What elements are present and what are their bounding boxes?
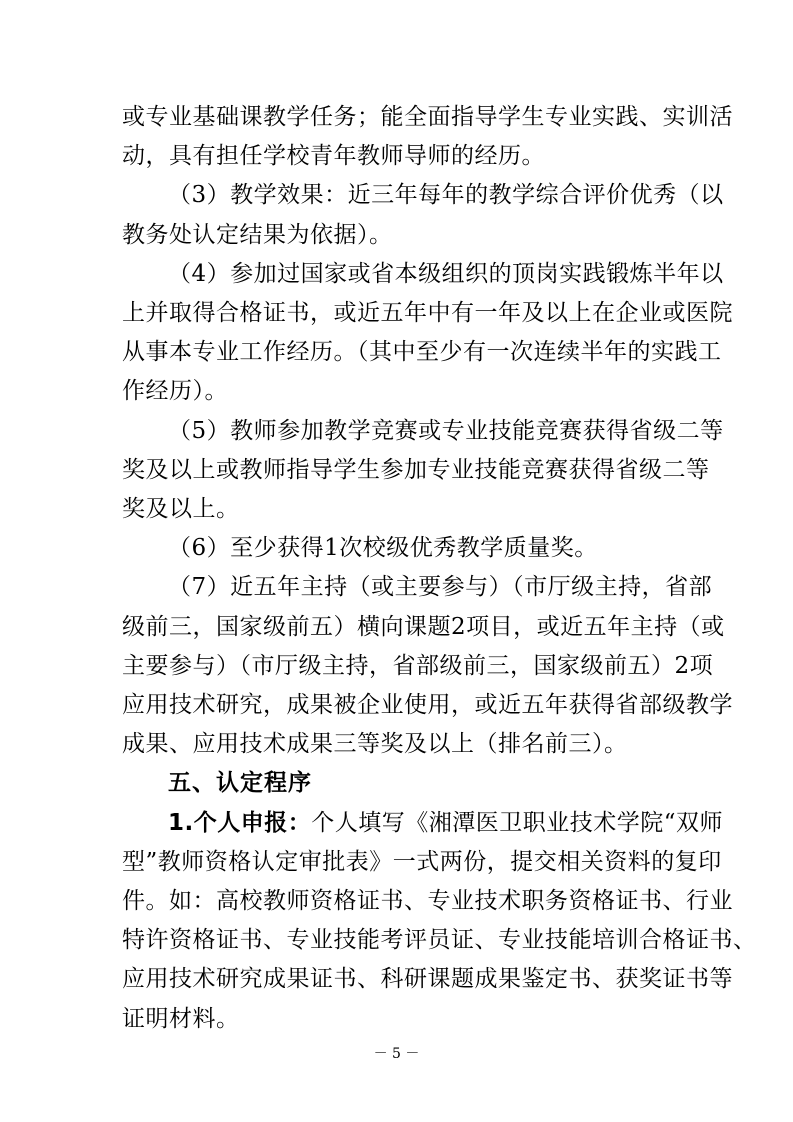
paragraph-line: （3）教学效果：近三年每年的教学综合评价优秀（以 bbox=[168, 182, 724, 209]
paragraph-line: 级前三，国家级前五）横向课题2项目，或近五年主持（或 bbox=[122, 613, 725, 640]
section-heading: 五、认定程序 bbox=[168, 770, 312, 797]
step-1-text: 个人填写《湘潭医卫职业技术学院“双师 bbox=[311, 809, 724, 836]
paragraph-line: 或专业基础课教学任务；能全面指导学生专业实践、实训活 bbox=[122, 104, 733, 130]
paragraph-line: 奖及以上。 bbox=[122, 496, 240, 522]
page-number: － 5 － bbox=[373, 1046, 420, 1062]
step-1-label: 1.个人申报： bbox=[168, 809, 312, 836]
paragraph-line: 应用技术研究成果证书、科研课题成果鉴定书、获奖证书等 bbox=[122, 966, 733, 993]
paragraph-line: 主要参与）（市厅级主持，省部级前三，国家级前五）2项 bbox=[122, 652, 714, 679]
paragraph-line: 上并取得合格证书，或近五年中有一年及以上在企业或医院 bbox=[122, 300, 733, 326]
paragraph-line: 特许资格证书、专业技能考评员证、专业技能培训合格证书、 bbox=[122, 927, 757, 954]
step-1-first-line bbox=[168, 808, 724, 838]
paragraph-line: 成果、应用技术成果三等奖及以上（排名前三）。 bbox=[122, 731, 628, 758]
paragraph-line: 件。如：高校教师资格证书、专业技术职务资格证书、行业 bbox=[122, 888, 733, 914]
paragraph-line: 奖及以上或教师指导学生参加专业技能竞赛获得省级二等 bbox=[122, 456, 710, 483]
paragraph-line: 作经历）。 bbox=[122, 378, 228, 405]
paragraph-line: （5）教师参加教学竞赛或专业技能竞赛获得省级二等 bbox=[168, 417, 724, 444]
paragraph-line: （6）至少获得1次校级优秀教学质量奖。 bbox=[168, 535, 598, 562]
paragraph-line: 从事本专业工作经历。（其中至少有一次连续半年的实践工 bbox=[122, 339, 722, 366]
paragraph-line: 应用技术研究，成果被企业使用，或近五年获得省部级教学 bbox=[122, 692, 733, 718]
paragraph-line: （7）近五年主持（或主要参与）（市厅级主持，省部 bbox=[168, 574, 713, 601]
paragraph-line: 教务处认定结果为依据）。 bbox=[122, 221, 393, 248]
paragraph-line: 型”教师资格认定审批表》一式两份，提交相关资料的复印 bbox=[122, 848, 722, 875]
paragraph-line: 动，具有担任学校青年教师导师的经历。 bbox=[122, 143, 545, 170]
paragraph-line: 证明材料。 bbox=[122, 1005, 240, 1032]
paragraph-line: （4）参加过国家或省本级组织的顶岗实践锻炼半年以 bbox=[168, 260, 724, 287]
